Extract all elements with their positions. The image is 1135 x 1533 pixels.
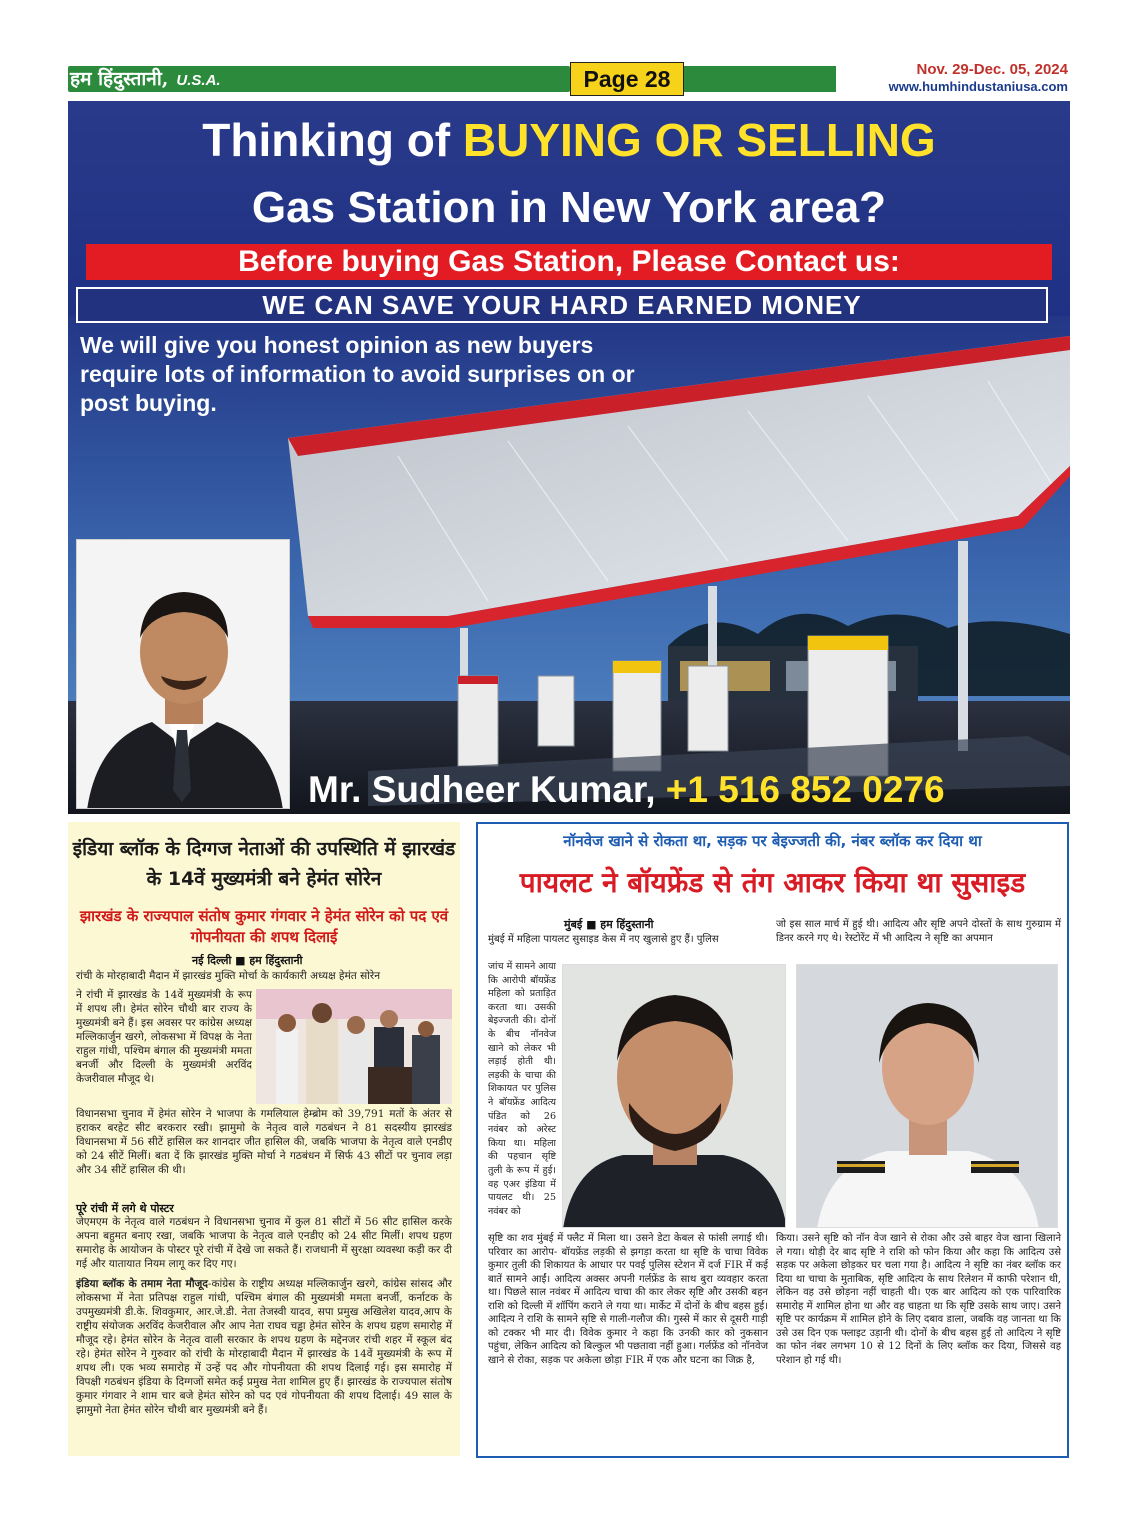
article-hemant-soren xyxy=(68,822,460,1456)
paragraph-lead: इंडिया ब्लॉक के तमाम नेता मौजूद xyxy=(76,1278,208,1290)
article-paragraph: जेएमएम के नेतृत्व वाले गठबंधन ने विधानसभा चुनाव में कुल 81 सीटों में 56 सीट हासिल करके अपना बहुमत बनाए रखा, जबकि भाजपा के नेतृत्व वाले एनडीए को 24 सीट मिलीं। शपथ ग्रहण समारोह के आयोजन के पोस्टर पूरे रांची में देखे जा सकते हैं। राजधानी में सुरक्षा व्यवस्था कड़ी कर दी गई और यातायात नियम लागू कर दिए गए। xyxy=(76,1216,452,1270)
ad-body-text: We will give you honest opinion as new buyers require lots of information to avoid surprises on or post buying. xyxy=(80,332,635,416)
article-paragraph: ने रांची में झारखंड के 14वें मुख्यमंत्री के रूप में शपथ ली। हेमंत सोरेन चौथी बार राज्य के मुख्यमंत्री बने हैं। इस अवसर पर कांग्रेस अध्यक्ष मल्लिकार्जुन खरगे, लोकसभा में विपक्ष के नेता राहुल गांधी, पश्चिम बंगाल की मुख्यमंत्री ममता बनर्जी और दिल्ली के मुख्यमंत्री अरविंद केजरीवाल मौजूद थे। xyxy=(76,989,252,1085)
contact-phone[interactable]: +1 516 852 0276 xyxy=(665,769,945,810)
article-paragraph: जांच में सामने आया कि आरोपी बॉयफ्रेंड महिला को प्रताड़ित करता था। उसकी बेइज्जती की। दोनों के बीच नॉनवेज खाने को लेकर भी लड़ाई होती थी। लड़की के चाचा की शिकायत पर पुलिस ने बॉयफ्रेंड आदित्य पंडित को 26 नवंबर को अरेस्ट किया था। महिला की पहचान सृष्टि तुली के रूप में हुई। वह एअर इंडिया में पायलट थी। 25 नवंबर को xyxy=(488,961,556,1217)
article-dateline: नई दिल्ली ■ हम हिंदुस्तानी xyxy=(192,954,303,967)
masthead-bar-right xyxy=(684,66,836,92)
contact-banner: Before buying Gas Station, Please Contact us: xyxy=(86,244,1052,280)
publication-logo[interactable] xyxy=(68,66,221,92)
article-paragraph: मुंबई में महिला पायलट सुसाइड केस में नए खुलासे हुए हैं। पुलिस xyxy=(488,934,719,945)
gas-station-advertisement xyxy=(68,101,1070,814)
boyfriend-photo xyxy=(562,964,786,1228)
headline-prefix: Thinking of xyxy=(202,114,451,166)
article-paragraph: विधानसभा चुनाव में हेमंत सोरेन ने भाजपा के गमलियाल हेम्ब्रोम को 39,791 मतों के अंतर से हराकर बरहेट सीट बरकरार रखी। झामुमो के नेतृत्व वाले गठबंधन ने 81 सदस्यीय झारखंड विधानसभा में 56 सीटें हासिल कर शानदार जीत हासिल की, जबकि भाजपा के नेतृत्व वाले एनडीए को 24 सीटें मिलीं। बता दें कि झारखंड मुक्ति मोर्चा ने गठबंधन में सिर्फ 43 सीटों पर चुनाव लड़ा और 34 सीटें हासिल की थी। xyxy=(76,1108,452,1176)
article-headline: पायलट ने बॉयफ्रेंड से तंग आकर किया था सुसाइड xyxy=(519,866,1026,899)
article-paragraph xyxy=(76,1277,452,1417)
masthead xyxy=(68,62,1068,96)
masthead-bar xyxy=(68,66,570,92)
article-paragraph: जो इस साल मार्च में हुई थी। आदित्य और सृष्टि अपने दोस्तों के साथ गुरुग्राम में डिनर करने गए थे। रेस्टोरेंट में भी आदित्य ने सृष्टि का अपमान xyxy=(776,919,1061,944)
article-paragraph: सृष्टि का शव मुंबई में फ्लैट में मिला था। उसने डेटा केबल से फांसी लगाई थी। परिवार का आरोप- बॉयफ्रेंड लड़की से झगड़ा करता था सृष्टि के चाचा विवेक कुमार तुली की शिकायत के आधार पर पवई पुलिस स्टेशन में दर्ज FIR में कई बातें सामने आईं। आदित्य अक्सर अपनी गर्लफ्रेंड के साथ बुरा व्यवहार करता था। पिछले साल नवंबर में आदित्य चाचा की कार लेकर सृष्टि और उसकी बहन राशि को दिल्ली में शॉपिंग कराने ले गया था। मार्केट में दोनों के बीच बहस हुई। आदित्य ने राशि के सामने सृष्टि से गाली-गलौज की। गुस्से में कार से दूसरी गाड़ी को टक्कर भी मार दी। विवेक कुमार ने कहा कि उनकी कार को नुकसान पहुंचा, लेकिन आदित्य को बिल्कुल भी पछतावा नहीं हुआ। गर्लफ्रेंड को नॉनवेज खाने से रोका, सड़क पर अकेला छोड़ा FIR में एक और घटना का जिक्र है, xyxy=(488,1233,768,1366)
contact-line xyxy=(308,769,1068,811)
article-headline: इंडिया ब्लॉक के दिग्गज नेताओं की उपस्थिति में झारखंड के 14वें मुख्यमंत्री बने हेमंत सोरेन xyxy=(72,838,456,890)
article-dateline: मुंबई ■ हम हिंदुस्तानी xyxy=(564,918,654,931)
article-paragraph: किया। उसने सृष्टि को नॉन वेज खाने से रोका और उसे बाहर वेज खाना खिलाने ले गया। थोड़ी देर बाद सृष्टि ने राशि को फोन किया और कहा कि आदित्य उसे सड़क पर अकेला छोड़कर घर चला गया है। आदित्य ने सृष्टि का नंबर ब्लॉक कर दिया था चाचा के मुताबिक, सृष्टि आदित्य के साथ रिलेशन में काफी परेशान थी, लेकिन वह उसे छोड़ना नहीं चाहती थी। एक बार आदित्य को एक पारिवारिक समारोह में शामिल होना था और वह चाहता था कि सृष्टि उसके साथ जाए। उसने सृष्टि पर कार्यक्रम में शामिल होने के लिए दबाव डाला, जबकि वह जानता था कि उसे उस दिन एक फ्लाइट उड़ानी थी। दोनों के बीच बहस हुई तो आदित्य ने सृष्टि का फोन नंबर लगभग 10 से 12 दिनों के लिए ब्लॉक कर दिया, जिससे वह परेशान हो गई थी। xyxy=(776,1233,1061,1366)
website-link[interactable]: www.humhindustaniusa.com xyxy=(888,79,1068,94)
advertiser-portrait xyxy=(76,539,290,809)
article-subhead: पूरे रांची में लगे थे पोस्टर xyxy=(76,1202,174,1215)
savings-banner: WE CAN SAVE YOUR HARD EARNED MONEY xyxy=(76,287,1048,323)
page-number: Page 28 xyxy=(570,62,684,96)
oath-ceremony-photo xyxy=(256,989,452,1104)
article-pilot-suicide xyxy=(476,822,1069,1458)
headline-highlight: BUYING OR SELLING xyxy=(462,114,936,166)
article-kicker: नॉनवेज खाने से रोकता था, सड़क पर बेइज्जती की, नंबर ब्लॉक कर दिया था xyxy=(563,832,982,850)
paragraph-body: -कांग्रेस के राष्ट्रीय अध्यक्ष मल्लिकार्जुन खरगे, कांग्रेस सांसद और लोकसभा में नेता प्रतिपक्ष राहुल गांधी, पश्चिम बंगाल की मुख्यमंत्री ममता बनर्जी, कर्नाटक के उपमुख्यमंत्री डी.के. शिवकुमार, आर.जे.डी. नेता तेजस्वी यादव, सपा प्रमुख अखिलेश यादव,आप के राष्ट्रीय संयोजक अरविंद केजरीवाल और आप नेता राघव चड्ढा हेमंत सोरेन के शपथ ग्रहण समारोह में मौजूद रहे। हेमंत सोरेन के नेतृत्व वाली सरकार के शपथ ग्रहण के मद्देनजर रांची शहर में स्कूल बंद रहे। हेमंत सोरेन ने गुरुवार को रांची के मोरहाबादी मैदान में झारखंड के 14वें मुख्यमंत्री के रूप में शपथ ली। एक भव्य समारोह में उन्हें पद और गोपनीयता की शपथ दिलाई गई। इस समारोह में विपक्षी गठबंधन इंडिया के दिग्गजों समेत कई प्रमुख नेता शामिल हुए हैं। झारखंड के राज्यपाल संतोष कुमार गंगवार ने शाम चार बजे हेमंत सोरेन को पद एवं गोपनीयता की शपथ दिलाई। 49 साल के झामुमो नेता हेमंत सोरेन चौथी बार मुख्यमंत्री बने हैं। xyxy=(76,1278,452,1416)
article-paragraph: रांची के मोरहाबादी मैदान में झारखंड मुक्ति मोर्चा के कार्यकारी अध्यक्ष हेमंत सोरेन xyxy=(76,970,381,982)
pilot-photo xyxy=(796,964,1058,1228)
logo-suffix: U.S.A. xyxy=(176,72,221,89)
ad-headline-line-2: Gas Station in New York area? xyxy=(251,183,887,232)
logo-text: हम हिंदुस्तानी, xyxy=(70,68,169,90)
issue-date: Nov. 29-Dec. 05, 2024 xyxy=(916,61,1068,78)
ad-headline-line-1 xyxy=(68,113,1070,167)
contact-name: Mr. Sudheer Kumar, xyxy=(308,769,656,810)
article-subheadline: झारखंड के राज्यपाल संतोष कुमार गंगवार ने हेमंत सोरेन को पद एवं गोपनीयता की शपथ दिलाई xyxy=(79,907,449,946)
